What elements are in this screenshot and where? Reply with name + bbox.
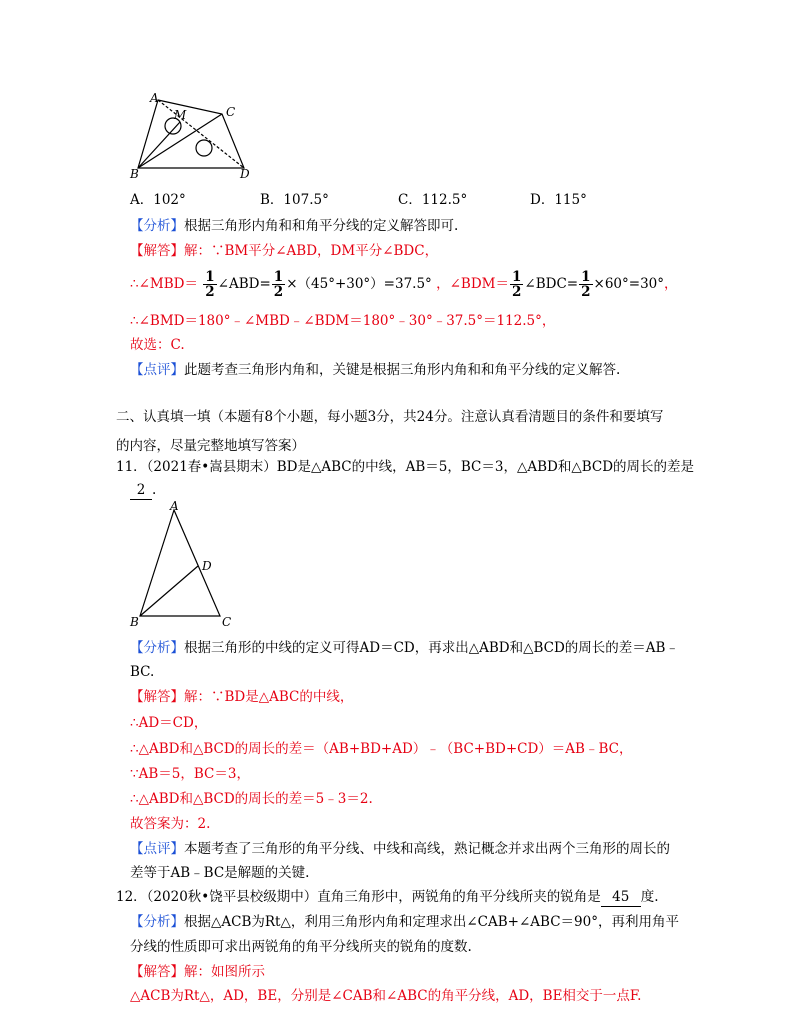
q11-analysis-line1: 【分析】根据三角形的中线的定义可得AD＝CD，再求出△ABD和△BCD的周长的差＝AB﹣: [130, 640, 679, 656]
q11-answer-line6: 故答案为：2.: [130, 816, 211, 832]
option-a: A．102°: [130, 192, 186, 208]
q12-answer-line1: 【解答】解：如图所示: [130, 964, 265, 980]
q11-answer-line4: ∵AB＝5，BC＝3，: [130, 766, 250, 782]
section-heading-line1: 二、认真填一填（本题有8个小题，每小题3分，共24分。注意认真看清题目的条件和要填写: [116, 409, 664, 425]
q11-answer-blank: 2 .: [130, 481, 156, 500]
q10-answer-line3: ∴∠BMD＝180°﹣∠MBD﹣∠BDM＝180°﹣30°﹣37.5°＝112.5°，: [130, 313, 556, 329]
q10-answer-line2: ∴∠MBD＝ $\frac{1}{2}$ ∠ABD= $\frac{1}{2}$ ×（45°+30°）=37.5° ，∠BDM＝ $\frac{1}{2}$ ∠BDC= $\frac{1}{2}$ ×60°=30°，: [130, 269, 678, 300]
fig-label-d: D: [202, 559, 212, 573]
q11-answer-line3: ∴△ABD和△BCD的周长的差＝（AB+BD+AD）﹣（BC+BD+CD）＝AB﹣BC，: [130, 741, 633, 757]
q12-answer-line2: △ACB为Rt△，AD，BE，分别是∠CAB和∠ABC的角平分线，AD，BE相交于一点F.: [130, 988, 642, 1004]
q12-analysis-line2: 分线的性质即可求出两锐角的角平分线所夹的锐角的度数.: [130, 939, 472, 955]
q11-comment-line2: 差等于AB﹣BC是解题的关键.: [130, 865, 310, 881]
q12-stem: 12．（2020秋•饶平县校级期中）直角三角形中，两锐角的角平分线所夹的锐角是 45 度.: [116, 889, 659, 905]
triangle-figure: [128, 500, 240, 628]
section-heading-line2: 的内容，尽量完整地填写答案）: [116, 438, 305, 454]
fig-label-m: M: [174, 108, 187, 122]
option-d: D．115°: [530, 192, 587, 208]
q11-answer-line1: 【解答】解：∵BD是△ABC的中线，: [130, 689, 354, 705]
fig-label-b: B: [130, 167, 139, 181]
q11-comment-line1: 【点评】本题考查了三角形的角平分线、中线和高线，熟记概念并求出两个三角形的周长的: [130, 841, 670, 857]
q10-answer-line1: 【解答】解：∵BM平分∠ABD，DM平分∠BDC，: [130, 243, 439, 259]
q10-answer-line4: 故选：C.: [130, 337, 185, 353]
q11-answer-line5: ∴△ABD和△BCD的周长的差＝5﹣3＝2.: [130, 791, 373, 807]
q11-answer-line2: ∴AD＝CD，: [130, 715, 208, 731]
q10-comment: 【点评】此题考查三角形内角和，关键是根据三角形内角和和角平分线的定义解答.: [130, 362, 621, 378]
q12-analysis-line1: 【分析】根据△ACB为Rt△，利用三角形内角和定理求出∠CAB+∠ABC＝90°，再利用角平: [130, 914, 679, 930]
fig-label-d: D: [240, 167, 250, 181]
fig-label-c: C: [226, 105, 236, 119]
quadrilateral-figure: [128, 90, 258, 182]
q11-analysis-line2: BC.: [130, 664, 155, 680]
fig-label-a: A: [170, 500, 179, 513]
q11-stem: 11．（2021春•嵩县期末）BD是△ABC的中线，AB＝5，BC＝3，△ABD和△BCD的周长的差是: [116, 459, 695, 475]
option-c: C．112.5°: [398, 192, 468, 208]
fig-label-b: B: [130, 615, 139, 628]
option-b: B．107.5°: [260, 192, 329, 208]
q10-analysis: 【分析】根据三角形内角和和角平分线的定义解答即可.: [130, 218, 459, 234]
fig-label-c: C: [222, 615, 232, 628]
fig-label-a: A: [150, 91, 159, 105]
